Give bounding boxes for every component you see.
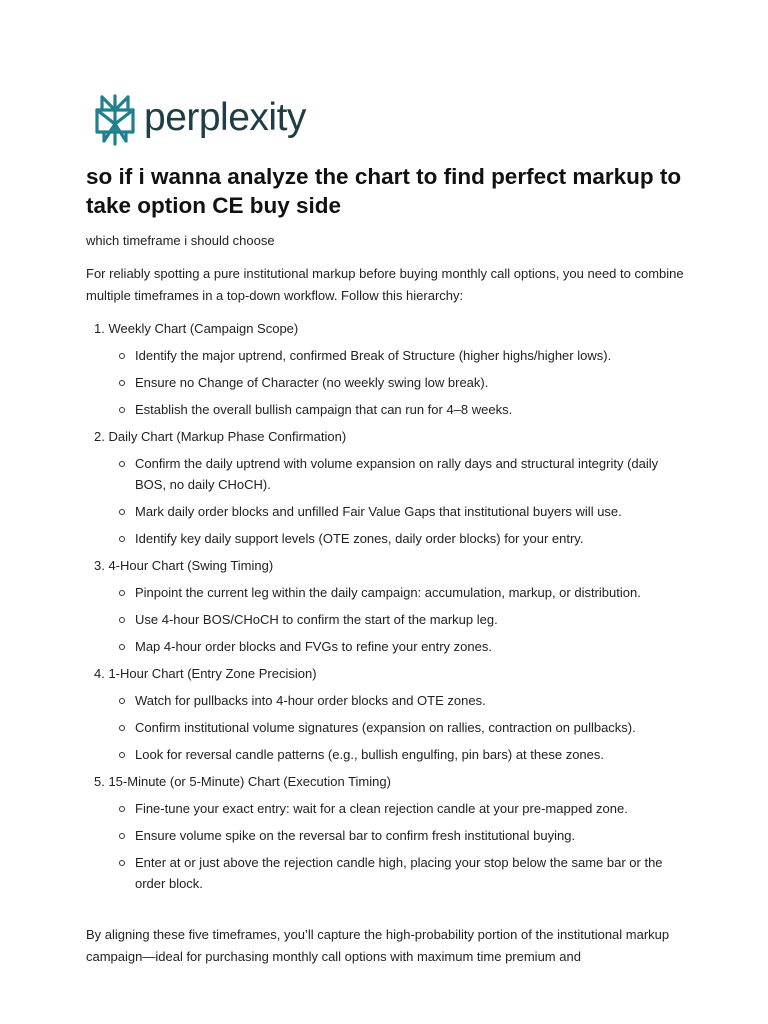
timeframe-steps-list [86, 318, 686, 900]
step-bullets [86, 582, 686, 657]
bullet-item: Identify key daily support levels (OTE zones, daily order blocks) for your entry. [86, 528, 683, 549]
answer-intro: For reliably spotting a pure institutional markup before buying monthly call options, you need to combine multiple timeframes in a top-down workflow. Follow this hierarchy: [86, 266, 684, 303]
step-item [86, 318, 686, 420]
answer-outro: By aligning these five timeframes, you’ll capture the high-probability portion of the institutional markup campaign—ideal for purchasing monthly call options with maximum time premium and [86, 927, 670, 964]
step-item [86, 426, 686, 549]
step-bullets [86, 798, 686, 894]
bullet-item: Watch for pullbacks into 4-hour order blocks and OTE zones. [86, 690, 683, 711]
bullet-item: Mark daily order blocks and unfilled Fair Value Gaps that institutional buyers will use. [86, 501, 683, 522]
step-item [86, 771, 686, 894]
step-bullets [86, 345, 686, 420]
step-heading: 1. Weekly Chart (Campaign Scope) [94, 321, 299, 336]
bullet-item: Ensure no Change of Character (no weekly swing low break). [86, 372, 683, 393]
step-heading: 4. 1-Hour Chart (Entry Zone Precision) [94, 666, 317, 681]
bullet-item: Identify the major uptrend, confirmed Break of Structure (higher highs/higher lows). [86, 345, 683, 366]
step-item [86, 555, 686, 657]
bullet-item: Map 4-hour order blocks and FVGs to refine your entry zones. [86, 636, 683, 657]
bullet-item: Use 4-hour BOS/CHoCH to confirm the start of the markup leg. [86, 609, 683, 630]
bullet-item: Pinpoint the current leg within the daily campaign: accumulation, markup, or distribution. [86, 582, 683, 603]
step-heading: 2. Daily Chart (Markup Phase Confirmation) [94, 429, 347, 444]
brand-name: perplexity [144, 95, 306, 139]
bullet-item: Ensure volume spike on the reversal bar to confirm fresh institutional buying. [86, 825, 683, 846]
question-subtitle: which timeframe i should choose [86, 233, 275, 248]
bullet-item: Establish the overall bullish campaign that can run for 4–8 weeks. [86, 399, 683, 420]
perplexity-logo-icon [94, 94, 136, 146]
perplexity-logo [94, 94, 306, 146]
bullet-item: Confirm the daily uptrend with volume expansion on rally days and structural integrity (daily BOS, no daily CHoCH). [86, 453, 683, 495]
step-bullets [86, 690, 686, 765]
step-bullets [86, 453, 686, 549]
step-heading: 5. 15-Minute (or 5-Minute) Chart (Execution Timing) [94, 774, 391, 789]
bullet-item: Enter at or just above the rejection candle high, placing your stop below the same bar or the order block. [86, 852, 683, 894]
question-title: so if i wanna analyze the chart to find perfect markup to take option CE buy side [86, 164, 682, 218]
step-item [86, 663, 686, 765]
bullet-item: Fine-tune your exact entry: wait for a clean rejection candle at your pre-mapped zone. [86, 798, 683, 819]
step-heading: 3. 4-Hour Chart (Swing Timing) [94, 558, 274, 573]
bullet-item: Look for reversal candle patterns (e.g., bullish engulfing, pin bars) at these zones. [86, 744, 683, 765]
bullet-item: Confirm institutional volume signatures (expansion on rallies, contraction on pullbacks). [86, 717, 683, 738]
